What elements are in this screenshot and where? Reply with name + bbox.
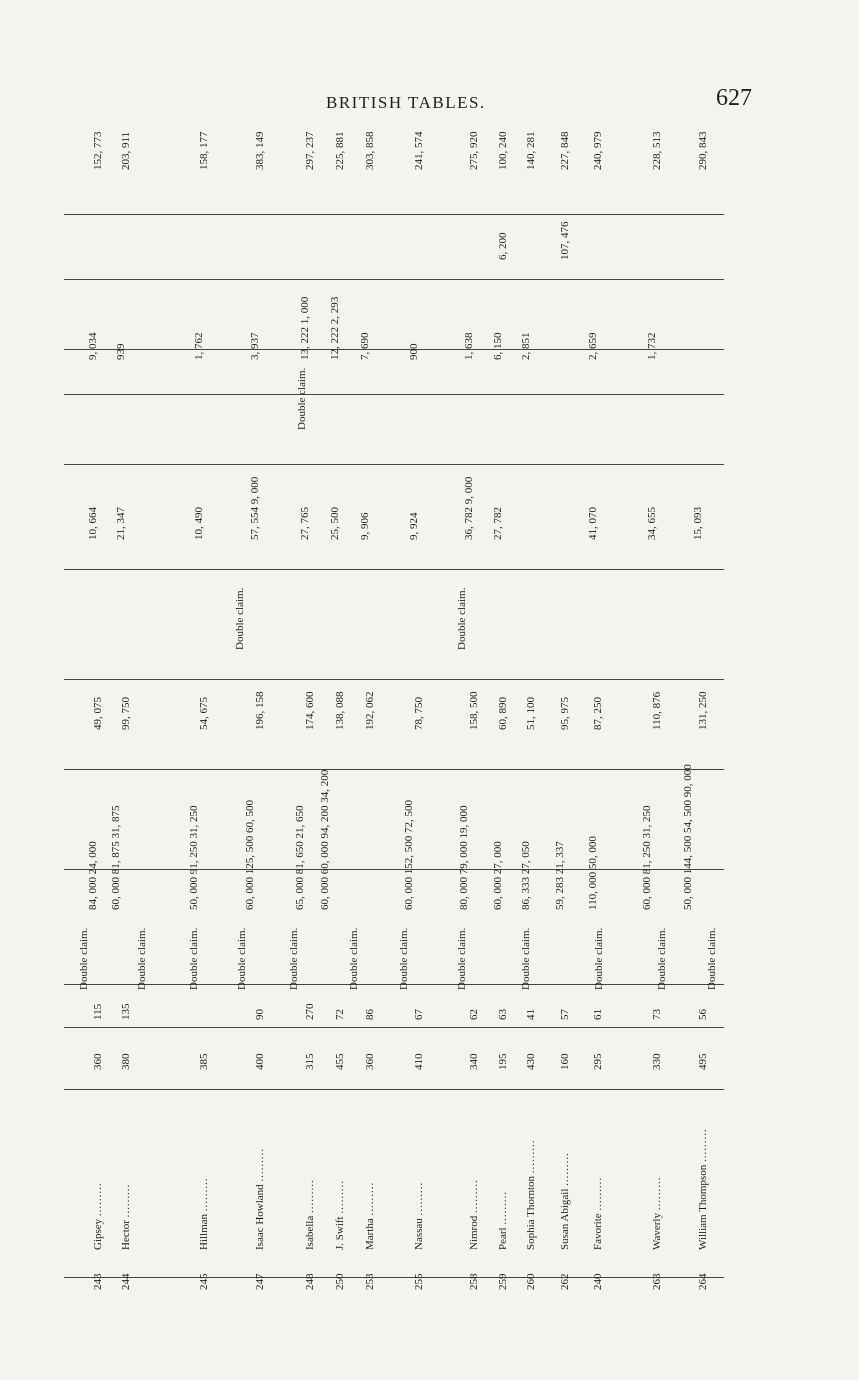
crew-count: 67 <box>413 1009 425 1020</box>
tonnage: 195 <box>497 1053 509 1070</box>
double-claim-label: Double claim. <box>236 927 248 990</box>
value-c: 900 <box>408 343 420 360</box>
vessel-name: Pearl ......... <box>497 1190 509 1250</box>
total-b: 9, 906 <box>359 512 371 540</box>
value-c: 939 <box>115 343 127 360</box>
grand-total: 228, 513 <box>651 131 663 170</box>
row-number: 259 <box>497 1273 509 1290</box>
vessel-name: Susan Abigail ......... <box>559 1152 571 1250</box>
vessel-name: Favorite ......... <box>592 1176 604 1250</box>
total-a: 49, 075 <box>92 697 104 730</box>
crew-count: 270 <box>304 1003 316 1020</box>
tonnage: 340 <box>468 1053 480 1070</box>
vessel-name: Nassau ......... <box>413 1181 425 1250</box>
double-claim-label: Double claim. <box>296 367 308 430</box>
tonnage: 385 <box>198 1053 210 1070</box>
double-claim-label: Double claim. <box>520 927 532 990</box>
value-c: 13, 222 1, 000 <box>299 296 311 360</box>
row-number: 255 <box>413 1273 425 1290</box>
total-a: 87, 250 <box>592 697 604 730</box>
value-c: 1, 638 <box>463 332 475 360</box>
value-d: 107, 476 <box>559 221 571 260</box>
row-number: 260 <box>525 1273 537 1290</box>
total-b: 41, 070 <box>587 507 599 540</box>
total-a: 138, 088 <box>334 691 346 730</box>
tonnage: 430 <box>525 1053 537 1070</box>
vessel-name: Nimrod ......... <box>468 1179 480 1250</box>
double-claim-label: Double claim. <box>593 927 605 990</box>
crew-count: 115 <box>92 1003 104 1020</box>
total-b: 36, 782 9, 000 <box>463 476 475 540</box>
amount-lines: 60, 000 81, 250 31, 250 <box>641 805 653 910</box>
row-number: 244 <box>120 1273 132 1290</box>
tonnage: 295 <box>592 1053 604 1070</box>
total-b: 27, 782 <box>492 507 504 540</box>
grand-total: 203, 911 <box>120 131 132 170</box>
value-c: 2, 659 <box>587 332 599 360</box>
vessel-name: William Thompson ......... <box>697 1128 709 1250</box>
amount-lines: 60, 000 27, 000 <box>492 841 504 910</box>
grand-total: 297, 237 <box>304 131 316 170</box>
crew-count: 86 <box>364 1009 376 1020</box>
total-b: 10, 664 <box>87 507 99 540</box>
tonnage: 360 <box>364 1053 376 1070</box>
crew-count: 41 <box>525 1009 537 1020</box>
grand-total: 225, 881 <box>334 131 346 170</box>
total-a: 99, 750 <box>120 697 132 730</box>
vessel-name: Waverly ......... <box>651 1176 663 1250</box>
page-running-title: BRITISH TABLES. <box>326 93 486 112</box>
amount-lines: 50, 000 91, 250 31, 250 <box>188 805 200 910</box>
total-b: 27, 765 <box>299 507 311 540</box>
crew-count: 90 <box>254 1009 266 1020</box>
total-b: 9, 924 <box>408 512 420 540</box>
rotated-table <box>64 131 744 1290</box>
amount-lines: 60, 000 81, 875 31, 875 <box>110 805 122 910</box>
total-b: 25, 500 <box>329 507 341 540</box>
tonnage: 315 <box>304 1053 316 1070</box>
row-number: 250 <box>334 1273 346 1290</box>
total-b: 34, 655 <box>646 507 658 540</box>
value-c: 2, 851 <box>520 332 532 360</box>
column-rule <box>64 394 724 395</box>
total-b: 15, 093 <box>692 507 704 540</box>
grand-total: 241, 574 <box>413 131 425 170</box>
row-number: 258 <box>468 1273 480 1290</box>
crew-count: 62 <box>468 1009 480 1020</box>
double-claim-label: Double claim. <box>78 927 90 990</box>
crew-count: 61 <box>592 1009 604 1020</box>
row-number: 248 <box>304 1273 316 1290</box>
crew-count: 57 <box>559 1009 571 1020</box>
amount-lines: 50, 000 144, 500 54, 500 90, 000 <box>682 764 694 910</box>
total-b: 10, 490 <box>193 507 205 540</box>
amount-lines: 65, 000 81, 650 21, 650 <box>294 805 306 910</box>
column-rule <box>64 769 724 770</box>
column-rule <box>64 464 724 465</box>
total-b: 21, 347 <box>115 507 127 540</box>
column-rule <box>64 279 724 280</box>
row-number: 262 <box>559 1273 571 1290</box>
double-claim-label: Double claim. <box>456 927 468 990</box>
total-a: 192, 062 <box>364 691 376 730</box>
grand-total: 100, 240 <box>497 131 509 170</box>
vessel-name: Hillman ......... <box>198 1177 210 1250</box>
double-claim-label: Double claim. <box>348 927 360 990</box>
value-c: 6, 150 <box>492 332 504 360</box>
double-claim-label: Double claim. <box>456 587 468 650</box>
double-claim-label: Double claim. <box>234 587 246 650</box>
column-rule <box>64 214 724 215</box>
vessel-name: Sophia Thornton ......... <box>525 1139 537 1250</box>
vessel-name: Isaac Howland ......... <box>254 1147 266 1250</box>
grand-total: 227, 848 <box>559 131 571 170</box>
column-rule <box>64 1277 724 1278</box>
row-number: 240 <box>592 1273 604 1290</box>
grand-total: 275, 920 <box>468 131 480 170</box>
tonnage: 455 <box>334 1053 346 1070</box>
page-number: 627 <box>716 85 752 111</box>
total-a: 196, 158 <box>254 691 266 730</box>
grand-total: 140, 281 <box>525 131 537 170</box>
value-c: 1, 762 <box>193 332 205 360</box>
crew-count: 56 <box>697 1009 709 1020</box>
amount-lines: 80, 000 79, 000 19, 000 <box>458 805 470 910</box>
double-claim-label: Double claim. <box>656 927 668 990</box>
tonnage: 410 <box>413 1053 425 1070</box>
total-a: 60, 890 <box>497 697 509 730</box>
grand-total: 383, 149 <box>254 131 266 170</box>
double-claim-label: Double claim. <box>188 927 200 990</box>
column-rule <box>64 569 724 570</box>
value-c: 1, 732 <box>646 332 658 360</box>
double-claim-label: Double claim. <box>288 927 300 990</box>
row-number: 247 <box>254 1273 266 1290</box>
tonnage: 160 <box>559 1053 571 1070</box>
amount-lines: 84, 000 24, 000 <box>87 841 99 910</box>
column-rule <box>64 679 724 680</box>
crew-count: 72 <box>334 1009 346 1020</box>
amount-lines: 86, 333 27, 050 <box>520 841 532 910</box>
value-c: 9, 034 <box>87 332 99 360</box>
total-a: 51, 100 <box>525 697 537 730</box>
double-claim-label: Double claim. <box>398 927 410 990</box>
tonnage: 495 <box>697 1053 709 1070</box>
double-claim-label: Double claim. <box>136 927 148 990</box>
total-a: 54, 675 <box>198 697 210 730</box>
grand-total: 303, 858 <box>364 131 376 170</box>
value-c: 7, 690 <box>359 332 371 360</box>
total-a: 131, 250 <box>697 691 709 730</box>
total-a: 110, 876 <box>651 691 663 730</box>
total-a: 78, 750 <box>413 697 425 730</box>
vessel-name: Martha ......... <box>364 1181 376 1250</box>
vessel-name: Isabella ......... <box>304 1179 316 1250</box>
tonnage: 330 <box>651 1053 663 1070</box>
grand-total: 290, 843 <box>697 131 709 170</box>
vessel-name: Hector ......... <box>120 1183 132 1250</box>
amount-lines: 59, 283 21, 337 <box>554 841 566 910</box>
grand-total: 152, 773 <box>92 131 104 170</box>
tonnage: 360 <box>92 1053 104 1070</box>
column-rule <box>64 984 724 985</box>
total-a: 158, 500 <box>468 691 480 730</box>
amount-lines: 60, 000 152, 500 72, 500 <box>403 800 415 910</box>
crew-count: 63 <box>497 1009 509 1020</box>
amount-lines: 60, 000 125, 500 60, 500 <box>244 800 256 910</box>
value-d: 6, 200 <box>497 232 509 260</box>
row-number: 264 <box>697 1273 709 1290</box>
vessel-name: Gipsey ......... <box>92 1182 104 1250</box>
column-rule <box>64 1089 724 1090</box>
grand-total: 240, 979 <box>592 131 604 170</box>
column-rule <box>64 349 724 350</box>
row-number: 253 <box>364 1273 376 1290</box>
column-rule <box>64 869 724 870</box>
crew-count: 73 <box>651 1009 663 1020</box>
row-number: 243 <box>92 1273 104 1290</box>
value-c: 12, 222 2, 293 <box>329 296 341 360</box>
value-c: 3, 937 <box>249 332 261 360</box>
total-a: 95, 975 <box>559 697 571 730</box>
row-number: 263 <box>651 1273 663 1290</box>
double-claim-label: Double claim. <box>706 927 718 990</box>
tonnage: 380 <box>120 1053 132 1070</box>
column-rule <box>64 1027 724 1028</box>
grand-total: 158, 177 <box>198 131 210 170</box>
amount-lines: 60, 000 60, 000 94, 200 34, 200 <box>319 769 331 910</box>
total-a: 174, 600 <box>304 691 316 730</box>
crew-count: 135 <box>120 1003 132 1020</box>
tonnage: 400 <box>254 1053 266 1070</box>
amount-lines: 110, 000 50, 000 <box>587 836 599 910</box>
row-number: 245 <box>198 1273 210 1290</box>
total-b: 57, 554 9, 000 <box>249 476 261 540</box>
vessel-name: J. Swift ......... <box>334 1179 346 1250</box>
